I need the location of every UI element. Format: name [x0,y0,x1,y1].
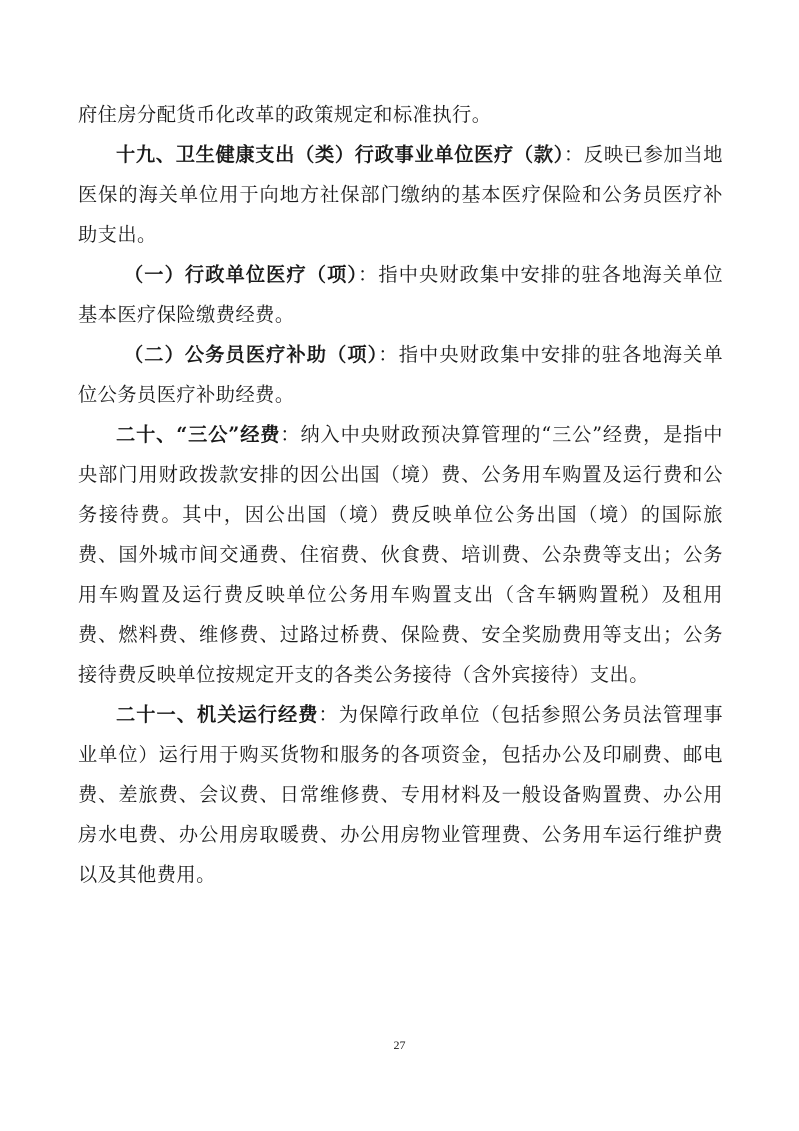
section-heading-health: 十九、卫生健康支出（类）行政事业单位医疗（款） [116,143,565,166]
subsection-heading-admin-medical: （一）行政单位医疗（项） [124,263,359,286]
paragraph-three-public-expenses [78,415,723,695]
paragraph-text: ：为保障行政单位（包括参照公务员法管理事业单位）运行用于购买货物和服务的各项资金，包括办公及印刷费、邮电费、差旅费、会议费、日常维修费、专用材料及一般设备购置费、办公用房水电费、办公用房取暖费、办公用房物业管理费、公务用车运行维护费以及其他费用。 [78,703,724,886]
subsection-heading-civil-servant-medical: （二）公务员医疗补助（项） [124,343,379,366]
paragraph-text: ：指中央财政集中安排的驻各地海关单位公务员医疗补助经费。 [78,343,724,406]
paragraph-text: ：指中央财政集中安排的驻各地海关单位基本医疗保险缴费经费。 [78,263,724,326]
paragraph-admin-medical [78,255,723,335]
paragraph-operating-expenses [78,695,723,895]
paragraph-civil-servant-medical [78,335,723,415]
section-heading-operating: 二十一、机关运行经费 [116,703,319,726]
document-body [78,95,723,895]
paragraph-continuation [78,95,723,135]
page-number: 27 [393,1038,406,1052]
section-heading-three-public: 二十、“三公”经费 [116,423,281,446]
paragraph-text: ：纳入中央财政预决算管理的“三公”经费，是指中央部门用财政拨款安排的因公出国（境）费、公务用车购置及运行费和公务接待费。其中，因公出国（境）费反映单位公务出国（境）的国际旅费、国外城市间交通费、住宿费、伙食费、培训费、公杂费等支出；公务用车购置及运行费反映单位公务用车购置支出（含车辆购置税）及租用费、燃料费、维修费、过路过桥费、保险费、安全奖励费用等支出；公务接待费反映单位按规定开支的各类公务接待（含外宾接待）支出。 [78,423,723,686]
paragraph-health-expenditure [78,135,723,255]
paragraph-text: ：反映已参加当地医保的海关单位用于向地方社保部门缴纳的基本医疗保险和公务员医疗补助支出。 [78,143,723,246]
paragraph-text: 府住房分配货币化改革的政策规定和标准执行。 [78,103,492,126]
